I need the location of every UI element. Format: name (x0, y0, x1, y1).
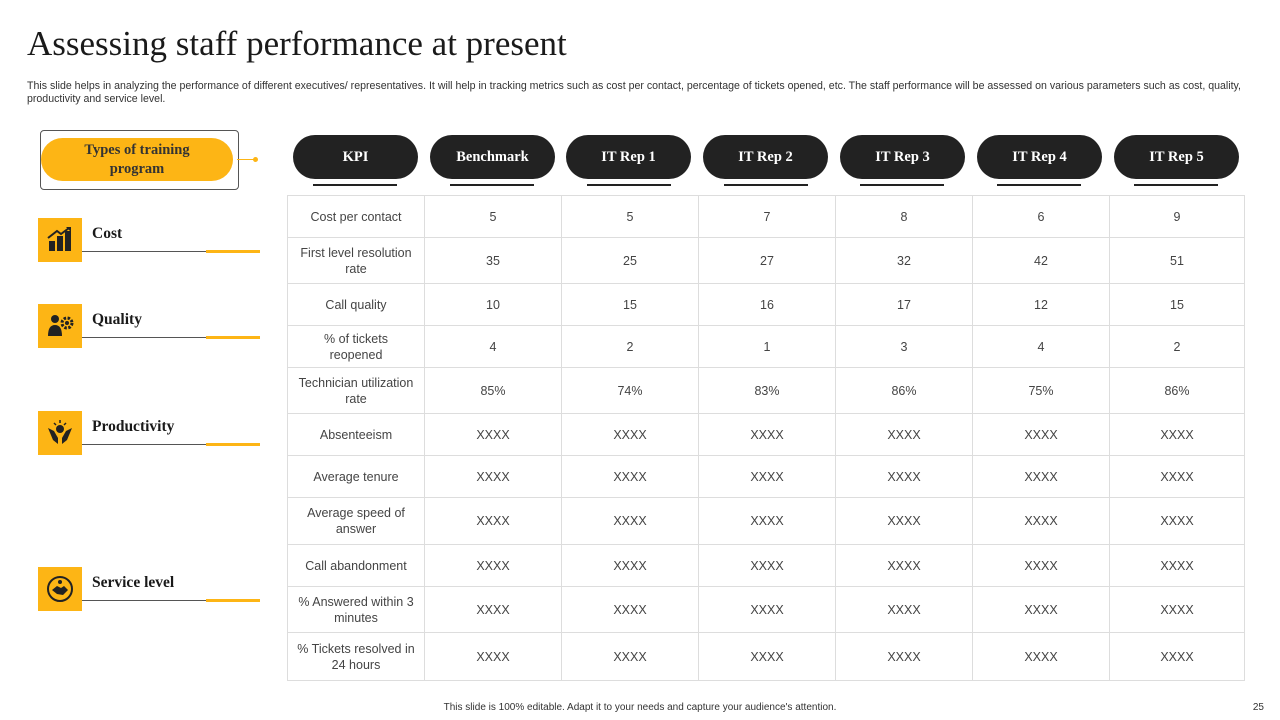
kpi-cell: Average speed of answer (288, 498, 425, 545)
category-quality (38, 304, 263, 350)
page-subtitle: This slide helps in analyzing the performance of different executives/ representatives. It will help in tracking metrics such as cost per contact, percentage of tickets opened, etc. The staff performance will be assessed on various parameters such as cost, quality, productivity and service level. (27, 80, 1241, 105)
value-cell: XXXX (425, 545, 562, 587)
value-cell: 27 (699, 238, 836, 284)
kpi-cell: Call abandonment (288, 545, 425, 587)
table-row (288, 587, 1245, 633)
value-cell: XXXX (699, 587, 836, 633)
value-cell: 8 (836, 196, 973, 238)
service-handshake-icon (38, 567, 82, 611)
value-cell: XXXX (425, 456, 562, 498)
value-cell: 32 (836, 238, 973, 284)
divider (82, 337, 206, 338)
value-cell: 75% (973, 368, 1110, 414)
table-row (288, 545, 1245, 587)
header-underline (724, 184, 808, 186)
value-cell: 51 (1110, 238, 1245, 284)
value-cell: 16 (699, 284, 836, 326)
value-cell: XXXX (425, 587, 562, 633)
value-cell: 25 (562, 238, 699, 284)
value-cell: 15 (1110, 284, 1245, 326)
value-cell: XXXX (425, 414, 562, 456)
value-cell: 3 (836, 326, 973, 368)
kpi-cell: % Answered within 3 minutes (288, 587, 425, 633)
divider (82, 444, 206, 445)
value-cell: XXXX (699, 414, 836, 456)
header-underline (450, 184, 534, 186)
value-cell: XXXX (973, 633, 1110, 681)
value-cell: XXXX (836, 414, 973, 456)
connector-dot (253, 157, 258, 162)
types-of-training-pill (41, 138, 233, 181)
table-row (288, 368, 1245, 414)
header-underline (997, 184, 1081, 186)
value-cell: 35 (425, 238, 562, 284)
header-underline (313, 184, 397, 186)
accent-bar (206, 599, 260, 602)
kpi-cell: Absenteeism (288, 414, 425, 456)
value-cell: XXXX (973, 456, 1110, 498)
value-cell: XXXX (425, 633, 562, 681)
value-cell: XXXX (562, 414, 699, 456)
table-row (288, 498, 1245, 545)
value-cell: XXXX (973, 498, 1110, 545)
table-row (288, 196, 1245, 238)
kpi-cell: % of tickets reopened (288, 326, 425, 368)
value-cell: XXXX (562, 498, 699, 545)
value-cell: XXXX (973, 587, 1110, 633)
divider (82, 251, 206, 252)
value-cell: 12 (973, 284, 1110, 326)
value-cell: 15 (562, 284, 699, 326)
header-it-rep-5: IT Rep 5 (1114, 135, 1239, 179)
value-cell: XXXX (836, 587, 973, 633)
value-cell: XXXX (836, 545, 973, 587)
value-cell: 10 (425, 284, 562, 326)
category-cost (38, 218, 263, 264)
value-cell: XXXX (699, 498, 836, 545)
value-cell: 74% (562, 368, 699, 414)
header-underline (587, 184, 671, 186)
value-cell: XXXX (562, 587, 699, 633)
value-cell: 9 (1110, 196, 1245, 238)
table-row (288, 456, 1245, 498)
types-of-training-label: Types of training program (84, 141, 190, 177)
quality-person-gear-icon (38, 304, 82, 348)
value-cell: XXXX (1110, 456, 1245, 498)
value-cell: XXXX (836, 456, 973, 498)
footer-note: This slide is 100% editable. Adapt it to your needs and capture your audience's attention. (443, 702, 837, 713)
header-benchmark: Benchmark (430, 135, 555, 179)
value-cell: 5 (562, 196, 699, 238)
page-number: 25 (1252, 702, 1264, 713)
value-cell: 4 (973, 326, 1110, 368)
header-it-rep-2: IT Rep 2 (703, 135, 828, 179)
value-cell: XXXX (1110, 545, 1245, 587)
value-cell: XXXX (1110, 633, 1245, 681)
value-cell: XXXX (973, 414, 1110, 456)
kpi-table (287, 195, 1245, 681)
value-cell: 42 (973, 238, 1110, 284)
category-label: Quality (92, 311, 142, 328)
value-cell: 17 (836, 284, 973, 326)
value-cell: 5 (425, 196, 562, 238)
table-row (288, 284, 1245, 326)
category-label: Service level (92, 574, 175, 591)
kpi-cell: Average tenure (288, 456, 425, 498)
category-productivity (38, 411, 263, 457)
accent-bar (206, 336, 260, 339)
value-cell: 4 (425, 326, 562, 368)
table-row (288, 326, 1245, 368)
header-it-rep-3: IT Rep 3 (840, 135, 965, 179)
value-cell: XXXX (699, 545, 836, 587)
accent-bar (206, 250, 260, 253)
value-cell: 2 (562, 326, 699, 368)
value-cell: XXXX (699, 633, 836, 681)
value-cell: 6 (973, 196, 1110, 238)
value-cell: XXXX (973, 545, 1110, 587)
value-cell: XXXX (562, 545, 699, 587)
value-cell: 83% (699, 368, 836, 414)
table-row (288, 414, 1245, 456)
header-it-rep-1: IT Rep 1 (566, 135, 691, 179)
header-underline (1134, 184, 1218, 186)
header-underline (860, 184, 944, 186)
divider (82, 600, 206, 601)
header-kpi: KPI (293, 135, 418, 179)
value-cell: XXXX (1110, 498, 1245, 545)
value-cell: XXXX (836, 498, 973, 545)
value-cell: 7 (699, 196, 836, 238)
category-label: Cost (92, 225, 123, 242)
cost-growth-icon (38, 218, 82, 262)
category-label: Productivity (92, 418, 175, 435)
page-title: Assessing staff performance at present (27, 24, 567, 63)
value-cell: XXXX (699, 456, 836, 498)
value-cell: XXXX (562, 456, 699, 498)
kpi-cell: First level resolution rate (288, 238, 425, 284)
productivity-hands-icon (38, 411, 82, 455)
value-cell: XXXX (1110, 414, 1245, 456)
header-it-rep-4: IT Rep 4 (977, 135, 1102, 179)
value-cell: XXXX (562, 633, 699, 681)
accent-bar (206, 443, 260, 446)
value-cell: 86% (1110, 368, 1245, 414)
table-row (288, 238, 1245, 284)
kpi-cell: Technician utilization rate (288, 368, 425, 414)
value-cell: 2 (1110, 326, 1245, 368)
kpi-cell: Cost per contact (288, 196, 425, 238)
table-row (288, 633, 1245, 681)
value-cell: 1 (699, 326, 836, 368)
value-cell: XXXX (425, 498, 562, 545)
kpi-cell: % Tickets resolved in 24 hours (288, 633, 425, 681)
value-cell: 85% (425, 368, 562, 414)
kpi-cell: Call quality (288, 284, 425, 326)
value-cell: XXXX (1110, 587, 1245, 633)
value-cell: 86% (836, 368, 973, 414)
value-cell: XXXX (836, 633, 973, 681)
category-service-level (38, 567, 263, 613)
